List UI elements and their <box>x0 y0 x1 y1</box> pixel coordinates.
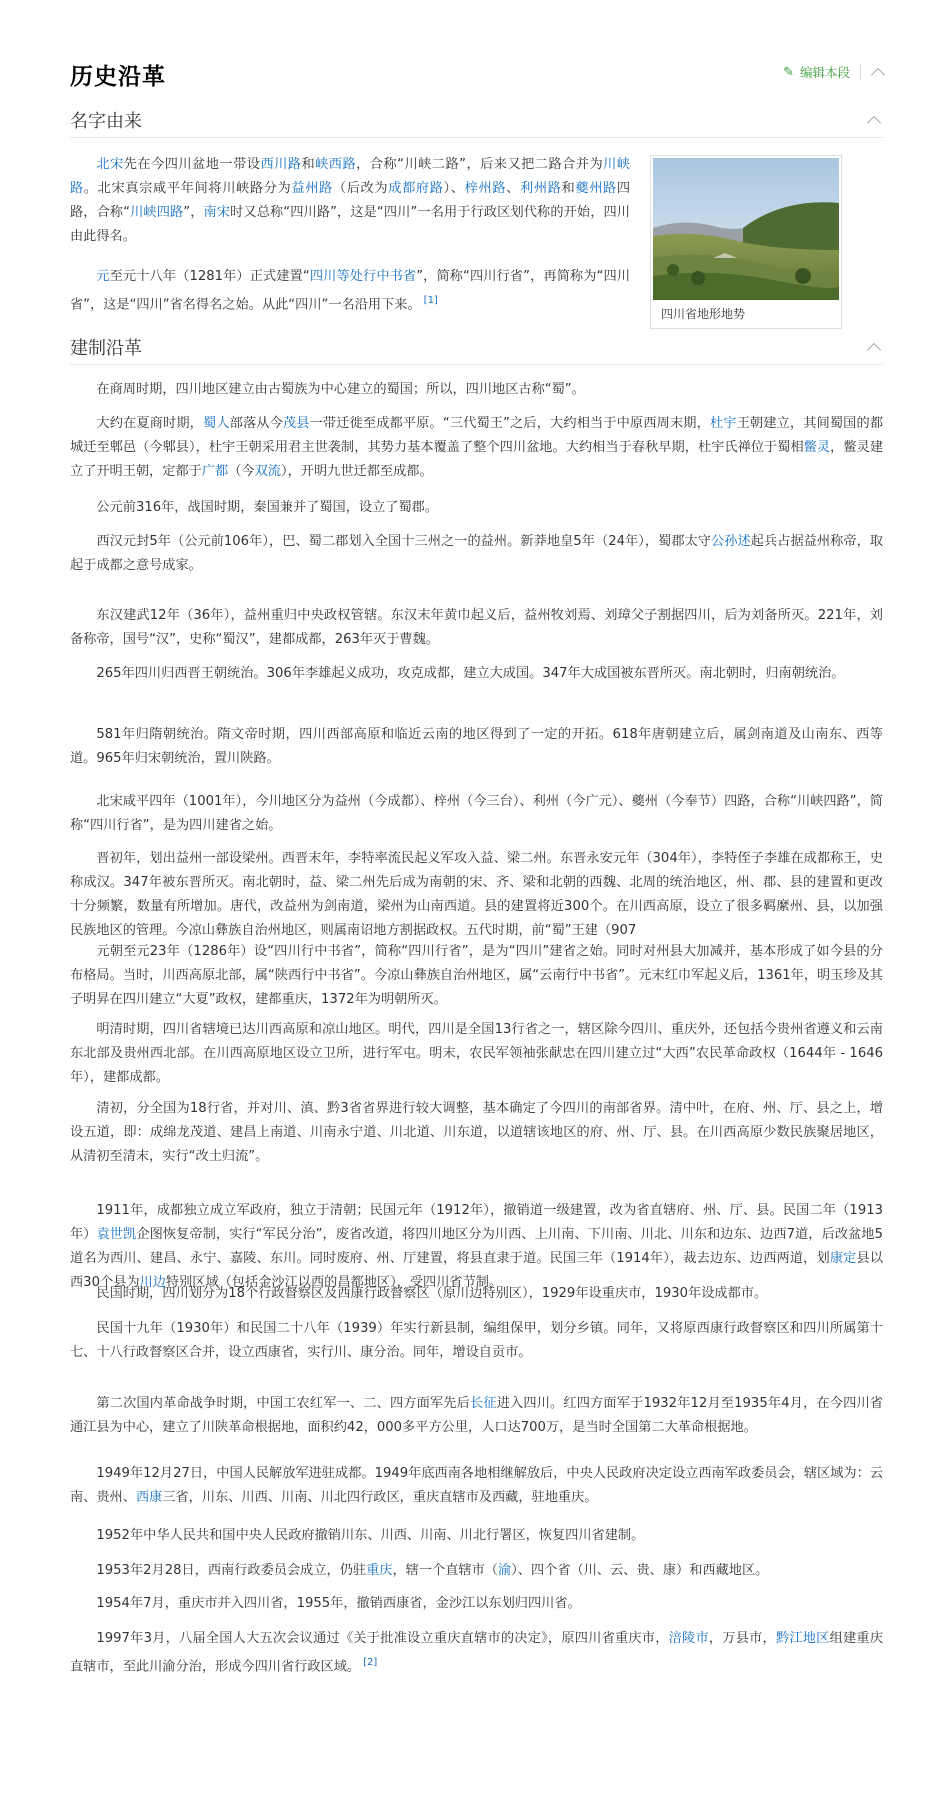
paragraph <box>70 940 883 1012</box>
text-run: ，鳖灵建立了开明王朝，定都于 <box>70 440 884 479</box>
subsection-header-name-origin <box>70 103 883 138</box>
paragraph <box>70 1097 883 1169</box>
paragraph <box>70 662 883 686</box>
edit-pen-icon: ✎ <box>783 64 794 80</box>
text-run: 1911年，成都独立成立军政府，独立于清朝；民国元年（1912年），撤销道一级建置，改为省直辖府、州、厅、县。民国二年（1913年） <box>70 1203 883 1242</box>
reference-link[interactable]: [1] <box>423 295 438 306</box>
inline-link[interactable]: 杜宇 <box>709 416 737 431</box>
reference-link[interactable]: [2] <box>363 1657 378 1668</box>
text-run: 民国十九年（1930年）和民国二十八年（1939）年实行新县制，编组保甲，划分乡镇。同年，又将原西康行政督察区和四川所属第十七、十八行政督察区合并，设立西康省，实行川、康分治。同年，增设自贡市。 <box>70 1321 883 1360</box>
inline-link[interactable]: 北宋 <box>96 157 124 172</box>
paragraph <box>70 1592 883 1616</box>
inline-link[interactable]: 元 <box>96 269 110 284</box>
inline-link[interactable]: 西川路 <box>260 157 302 172</box>
text-run: 王朝建立，其间蜀国的都城迁至郫邑（今郫县），杜宇王朝采用君主世袭制，其势力基本覆盖了整个四川盆地。大约相当于春秋早期，杜宇氏禅位于蜀相 <box>70 416 884 455</box>
paragraph <box>70 1282 883 1306</box>
section-title: 历史沿革 <box>70 64 166 90</box>
inline-link[interactable]: 夔州路 <box>575 181 617 196</box>
inline-link[interactable]: 峡西路 <box>315 157 357 172</box>
subsection-title: 名字由来 <box>70 111 142 132</box>
inline-link[interactable]: 袁世凯 <box>96 1227 137 1242</box>
text-run: 1953年2月28日，西南行政委员会成立，仍驻 <box>96 1563 367 1578</box>
inline-link[interactable]: 长征 <box>470 1396 497 1411</box>
text-run: 和 <box>301 157 316 172</box>
text-run: 。北宋真宗咸平年间将川峡路分为 <box>83 181 292 196</box>
text-run: 581年归隋朝统治。隋文帝时期，四川西部高原和临近云南的地区得到了一定的开拓。618年唐朝建立后，属剑南道及山南东、西等道。965年归宋朝统治，置川陕路。 <box>70 727 883 766</box>
divider <box>860 64 861 80</box>
text-run: 1949年12月27日，中国人民解放军进驻成都。1949年底西南各地相继解放后，中央人民政府决定设立西南军政委员会，辖区域为：云南、贵州、 <box>70 1466 883 1505</box>
paragraph <box>70 790 883 838</box>
text-run: 先在今四川盆地一带设 <box>123 157 261 172</box>
text-run: 特别区域（包括金沙江以西的昌都地区），受四川省节制。 <box>165 1275 503 1290</box>
text-run: 时又总称“四川路”，这是“四川”一名用于行政区划代称的开始，四川由此得名。 <box>70 205 630 244</box>
text-run: 1954年7月，重庆市并入四川省，1955年，撤销西康省，金沙江以东划归四川省。 <box>96 1596 581 1611</box>
text-run: 民国时期，四川划分为18个行政督察区及西康行政督察区（原川边特别区），1929年设重庆市，1930年设成都市。 <box>96 1286 768 1301</box>
text-run: ），开明九世迁都至成都。 <box>281 464 433 479</box>
text-run: ”， <box>183 205 204 220</box>
inline-link[interactable]: 公孙述 <box>711 534 751 549</box>
inline-link[interactable]: 涪陵市 <box>668 1631 709 1646</box>
text-run: 、 <box>506 181 521 196</box>
text-run: ，合称“川峡二路”，后来又把二路合并为 <box>356 157 604 172</box>
text-run: 清初，分全国为18行省，并对川、滇、黔3省省界进行较大调整，基本确定了今四川的南部省界。清中叶，在府、州、厅、县之上，增设五道，即：成绵龙茂道、建昌上南道、川南永宁道、川北道、川东道，以道辖该地区的府、州、厅、县。在川西高原少数民族聚居地区，从清初至清末，实行“改土归流”。 <box>70 1101 883 1164</box>
edit-section-link[interactable] <box>783 60 883 84</box>
text-run: 三省，川东、川西、川南、川北四行政区，重庆直辖市及西藏，驻地重庆。 <box>162 1490 598 1505</box>
subsection-header-administrative-history <box>70 330 883 365</box>
inline-link[interactable]: 川边 <box>139 1275 166 1290</box>
inline-link[interactable]: 西康 <box>135 1490 163 1505</box>
subsection-title: 建制沿革 <box>70 338 142 359</box>
inline-link[interactable]: 鳖灵 <box>803 440 831 455</box>
text-run: 1952年中华人民共和国中央人民政府撤销川东、川西、川南、川北行署区，恢复四川省建制。 <box>96 1528 645 1543</box>
text-run: ）、四个省（川、云、贵、康）和西藏地区。 <box>511 1563 769 1578</box>
paragraph <box>70 530 883 578</box>
paragraph <box>70 496 883 520</box>
paragraph <box>70 1018 883 1090</box>
inline-link[interactable]: 川峡路 <box>70 157 631 196</box>
paragraph <box>70 723 883 771</box>
inline-link[interactable]: 重庆 <box>366 1563 393 1578</box>
text-run: ）、 <box>443 181 465 196</box>
paragraph <box>70 1627 883 1679</box>
inline-link[interactable]: 广都 <box>201 464 229 479</box>
text-run: 在商周时期，四川地区建立由古蜀族为中心建立的蜀国；所以，四川地区古称“蜀”。 <box>96 382 585 397</box>
inline-link[interactable]: 梓州路 <box>464 181 507 196</box>
text-run: 部落从今 <box>229 416 283 431</box>
text-run: 起兵占据益州称帝，取起于成都之意号成家。 <box>70 534 884 573</box>
text-run: 1997年3月，八届全国人大五次会议通过《关于批准设立重庆直辖市的决定》，原四川省重庆市， <box>96 1631 669 1646</box>
paragraph <box>70 153 630 249</box>
text-run: 第二次国内革命战争时期，中国工农红军一、二、四方面军先后 <box>96 1396 470 1411</box>
paragraph <box>70 604 883 652</box>
text-run: 明清时期，四川省辖境已达川西高原和凉山地区。明代，四川是全国13行省之一，辖区除今四川、重庆外，还包括今贵州省遵义和云南东北部及贵州西北部。在川西高原地区设立卫所，进行军屯。明末，农民军领袖张献忠在四川建立过“大西”农民革命政权（1644年 - 1646年），建都成都。 <box>70 1022 883 1085</box>
inline-link[interactable]: 蜀人 <box>202 416 230 431</box>
text-run: 东汉建武12年（36年），益州重归中央政权管辖。东汉末年黄巾起义后，益州牧刘焉、刘璋父子割据四川，后为刘备所灭。221年，刘备称帝，国号“汉”，史称“蜀汉”，建都成都，263年灭于曹魏。 <box>70 608 883 647</box>
inline-link[interactable]: 康定 <box>829 1251 857 1266</box>
paragraph <box>70 1317 883 1365</box>
text-run: 县以西30个县为 <box>70 1251 884 1290</box>
text-run: 265年四川归西晋王朝统治。306年李雄起义成功，攻克成都，建立大成国。347年大成国被东晋所灭。南北朝时，归南朝统治。 <box>96 666 845 681</box>
terrain-photo[interactable] <box>653 158 839 300</box>
collapse-chevron-icon[interactable] <box>871 67 885 81</box>
paragraph <box>70 847 883 943</box>
paragraph <box>70 378 883 402</box>
text-run: 元朝至元23年（1286年）设“四川行中书省”，简称“四川行省”，是为“四川”建省之始。同时对州县大加减并，基本形成了如今县的分布格局。当时，川西高原北部，属“陕西行中书省”。今凉山彝族自治州地区，属“云南行中书省”。元末红巾军起义后，1361年，明玉珍及其子明昇在四川建立“大夏”政权，建都重庆，1372年为明朝所灭。 <box>70 944 883 1007</box>
text-run: 和 <box>561 181 576 196</box>
inline-link[interactable]: 利州路 <box>520 181 562 196</box>
text-run: 企图恢复帝制，实行“军民分治”，废省改道，将四川地区分为川西、上川南、下川南、川北、川东和边东、边西7道，后改盆地5道名为西川、建昌、永宁、嘉陵、东川。同时废府、州、厅建置，将县直隶于道。民国三年（1914年），裁去边东、边西两道，划 <box>70 1227 883 1266</box>
text-run: ，万县市， <box>708 1631 776 1646</box>
inline-link[interactable]: 黔江地区 <box>775 1631 830 1646</box>
text-run: 北宋咸平四年（1001年），今川地区分为益州（今成都）、梓州（今三台）、利州（今广元）、夔州（今奉节）四路，合称“川峡四路”，简称“四川行省”，是为四川建省之始。 <box>70 794 883 833</box>
text-run: ”，简称“四川行省”，再简称为“四川省”，这是“四川”省名得名之始。从此“四川”一名沿用下来。 <box>70 269 631 313</box>
inline-link[interactable]: 茂县 <box>282 416 310 431</box>
inline-link[interactable]: 四川等处行中书省 <box>309 269 417 284</box>
collapse-chevron-icon[interactable] <box>867 116 881 130</box>
paragraph <box>70 1392 883 1440</box>
paragraph <box>70 1559 883 1583</box>
inline-link[interactable]: 益州路 <box>291 181 333 196</box>
inline-link[interactable]: 南宋 <box>203 205 231 220</box>
inline-link[interactable]: 川峡四路 <box>130 205 184 220</box>
text-run: 晋初年，划出益州一部设梁州。西晋末年，李特率流民起义军攻入益、梁二州。东晋永安元年（304年），李特侄子李雄在成都称王，史称成汉。347年被东晋所灭。南北朝时，益、梁二州先后成为南朝的宋、齐、梁和北朝的西魏、北周的统治地区，州、郡、县的建置和更改十分频繁，数量有所增加。唐代，改益州为剑南道，梁州为山南西道。县的建置将近300个。在川西高原，设立了很多羁縻州、县，以加强民族地区的管理。今凉山彝族自治州地区，则属南诏地方割据政权。五代时期，前“蜀”王建（907 <box>70 851 883 938</box>
text-run: ，辖一个直辖市（ <box>392 1563 498 1578</box>
text-run: 大约在夏商时期， <box>96 416 203 431</box>
inline-link[interactable]: 渝 <box>498 1563 512 1578</box>
text-run: （后改为 <box>332 181 389 196</box>
text-run: 一带迁徙至成都平原。“三代蜀王”之后，大约相当于中原西周末期， <box>309 416 710 431</box>
text-run: 至元十八年（1281年）正式建置“ <box>109 269 310 284</box>
paragraph <box>70 1524 883 1548</box>
text-run: 四路，合称“ <box>70 181 631 220</box>
edit-label: 编辑本段 <box>799 65 850 80</box>
paragraph <box>70 1199 883 1295</box>
paragraph <box>70 1462 883 1510</box>
text-run: 西汉元封5年（公元前106年），巴、蜀二郡划入全国十三州之一的益州。新莽地皇5年（24年），蜀郡太守 <box>96 534 712 549</box>
figure-caption: 四川省地形地势 <box>661 307 746 321</box>
text-run: 进入四川。红四方面军于1932年12月至1935年4月，在今四川省通江县为中心，建立了川陕革命根据地，面积约42，000多平方公里，人口达700万，是当时全国第二大革命根据地。 <box>70 1396 883 1435</box>
paragraph <box>70 412 883 484</box>
inline-link[interactable]: 成都府路 <box>388 181 444 196</box>
text-run: 组建重庆直辖市，至此川渝分治，形成今四川省行政区域。 <box>70 1631 884 1675</box>
inline-link[interactable]: 双流 <box>254 464 281 479</box>
paragraph <box>70 265 630 317</box>
collapse-chevron-icon[interactable] <box>867 343 881 357</box>
text-run: （今 <box>228 464 255 479</box>
figure-sichuan-terrain[interactable] <box>650 155 842 329</box>
text-run: 公元前316年，战国时期，秦国兼并了蜀国，设立了蜀郡。 <box>96 500 439 515</box>
